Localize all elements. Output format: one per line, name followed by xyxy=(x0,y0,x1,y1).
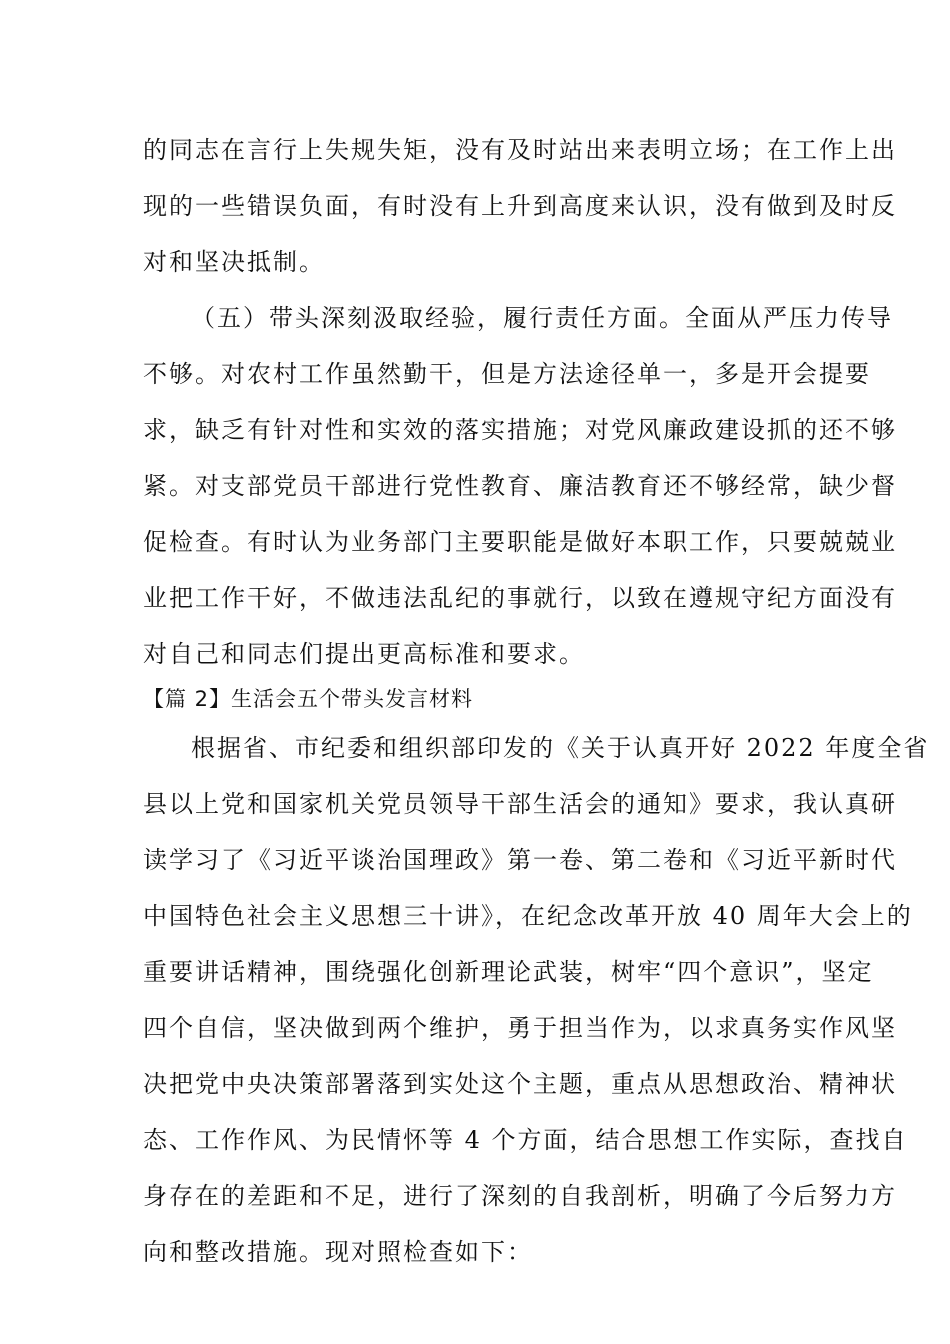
paragraph-3-line: 身存在的差距和不足，进行了深刻的自我剖析，明确了今后努力方 xyxy=(143,1182,897,1210)
paragraph-3-line: 根据省、市纪委和组织部印发的《关于认真开好 2022 年度全省 xyxy=(191,734,930,762)
paragraph-2-line: 对自己和同志们提出更高标准和要求。 xyxy=(143,640,585,668)
paragraph-3-line: 态、工作作风、为民情怀等 4 个方面，结合思想工作实际，查找自 xyxy=(143,1126,908,1154)
paragraph-2-line: 求，缺乏有针对性和实效的落实措施；对党风廉政建设抓的还不够 xyxy=(143,416,897,444)
paragraph-2-line: 不够。对农村工作虽然勤干，但是方法途径单一，多是开会提要 xyxy=(143,360,871,388)
paragraph-1 xyxy=(143,122,897,290)
paragraph-3-line: 读学习了《习近平谈治国理政》第一卷、第二卷和《习近平新时代 xyxy=(143,846,897,874)
paragraph-2-line: （五）带头深刻汲取经验，履行责任方面。全面从严压力传导 xyxy=(191,304,893,332)
paragraph-2-line: 紧。对支部党员干部进行党性教育、廉洁教育还不够经常，缺少督 xyxy=(143,472,897,500)
paragraph-3-line: 中国特色社会主义思想三十讲》，在纪念改革开放 40 周年大会上的 xyxy=(143,902,913,930)
section-heading: 【篇 2】生活会五个带头发言材料 xyxy=(143,687,474,711)
paragraph-1-line: 现的一些错误负面，有时没有上升到高度来认识，没有做到及时反 xyxy=(143,192,897,220)
paragraph-3-line: 四个自信，坚决做到两个维护，勇于担当作为，以求真务实作风坚 xyxy=(143,1014,897,1042)
paragraph-1-line: 对和坚决抵制。 xyxy=(143,248,325,276)
paragraph-3-line: 重要讲话精神，围绕强化创新理论武装，树牢“四个意识”，坚定 xyxy=(143,958,874,986)
paragraph-2-line: 业把工作干好，不做违法乱纪的事就行，以致在遵规守纪方面没有 xyxy=(143,584,897,612)
paragraph-3 xyxy=(143,720,930,1280)
paragraph-3-line: 县以上党和国家机关党员领导干部生活会的通知》要求，我认真研 xyxy=(143,790,897,818)
paragraph-2-line: 促检查。有时认为业务部门主要职能是做好本职工作，只要兢兢业 xyxy=(143,528,897,556)
paragraph-3-line: 决把党中央决策部署落到实处这个主题，重点从思想政治、精神状 xyxy=(143,1070,897,1098)
paragraph-3-line: 向和整改措施。现对照检查如下： xyxy=(143,1238,533,1266)
paragraph-1-line: 的同志在言行上失规失矩，没有及时站出来表明立场；在工作上出 xyxy=(143,136,897,164)
paragraph-2 xyxy=(143,290,897,682)
